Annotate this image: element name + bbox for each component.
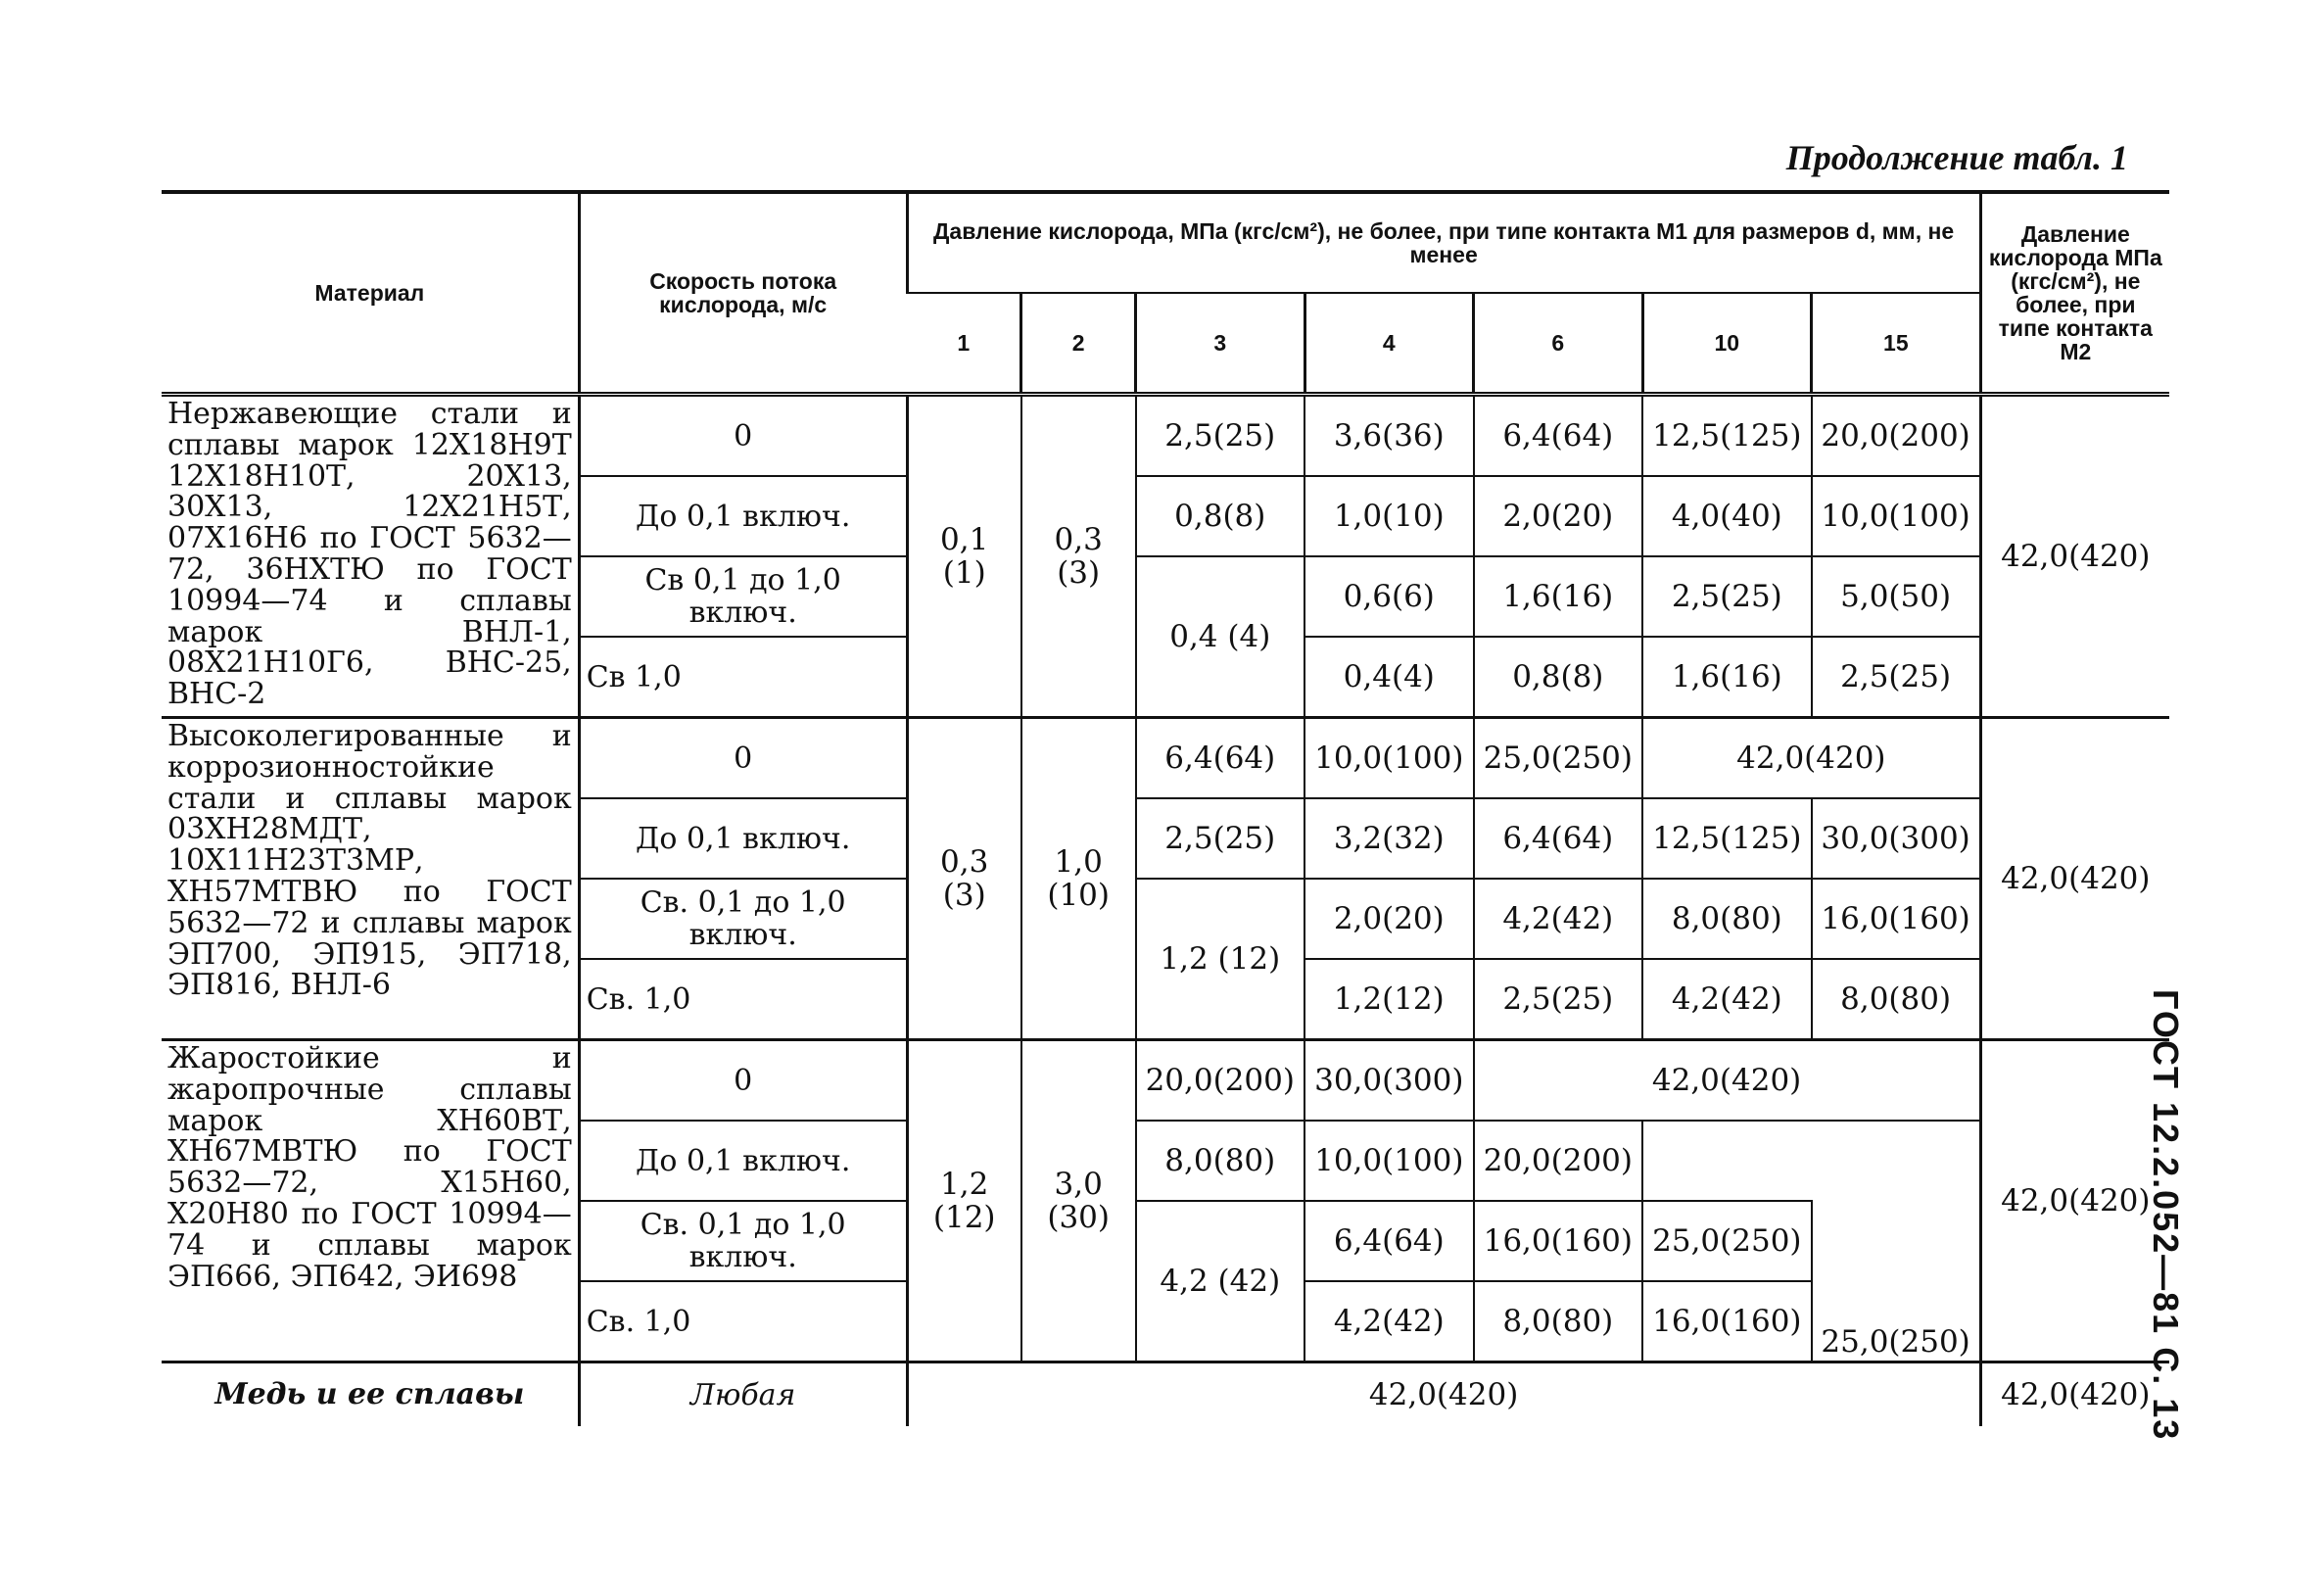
table-row — [162, 1040, 2169, 1122]
value-cell: 3,6(36) — [1304, 395, 1474, 477]
header-size: 10 — [1642, 293, 1812, 395]
speed-cell: 0 — [579, 718, 907, 799]
value-cell: 25,0(250) — [1812, 1201, 1981, 1362]
value-cell: 30,0(300) — [1812, 798, 1981, 879]
value-cell: 10,0(100) — [1304, 1121, 1474, 1201]
value-cell — [1642, 1121, 1980, 1201]
speed-cell: Св. 1,0 — [579, 959, 907, 1040]
header-size: 2 — [1021, 293, 1136, 395]
value-cell: 2,5(25) — [1474, 959, 1643, 1040]
value-cell: 25,0(250) — [1474, 718, 1643, 799]
value-cell: 6,4(64) — [1304, 1201, 1474, 1281]
value-cell: 3,0 (30) — [1021, 1040, 1136, 1362]
speed-cell: Св. 0,1 до 1,0 включ. — [579, 1201, 907, 1281]
value-cell: 8,0(80) — [1474, 1281, 1643, 1362]
value-cell: 1,2 (12) — [1136, 879, 1305, 1040]
value-cell: 1,0(10) — [1304, 476, 1474, 556]
header-speed: Скорость потока кислорода, м/с — [579, 192, 907, 395]
value-cell: 1,6(16) — [1642, 637, 1812, 718]
m2-cell: 42,0(420) — [1980, 395, 2169, 718]
header-size: 6 — [1474, 293, 1643, 395]
m2-cell: 42,0(420) — [1980, 718, 2169, 1040]
header-size: 15 — [1812, 293, 1981, 395]
value-cell: 0,3 (3) — [1021, 395, 1136, 718]
page-side-label: ГОСТ 12.2.052—81 С. 13 — [2146, 989, 2186, 1442]
value-cell: 10,0(100) — [1304, 718, 1474, 799]
value-cell: 1,2 (12) — [907, 1040, 1021, 1362]
material-cell: Высоколегированные и коррозионностойкие стали и сплавы марок 03ХН28МДТ, 10Х11Н23Т3МР, ХН57МТВЮ по ГОСТ 5632—72 и сплавы марок ЭП700, ЭП915, ЭП718, ЭП816, ВНЛ-6 — [162, 718, 579, 1040]
value-cell: 0,4 (4) — [1136, 556, 1305, 718]
material-cell: Жаростойкие и жаропрочные сплавы марок ХН60ВТ, ХН67МВТЮ по ГОСТ 5632—72, Х15Н60, Х20Н80 по ГОСТ 10994—74 и сплавы марок ЭП666, ЭП642, ЭИ698 — [162, 1040, 579, 1362]
header-material: Материал — [314, 279, 425, 306]
value-cell: 10,0(100) — [1812, 476, 1981, 556]
data-table — [162, 190, 2169, 1426]
speed-cell: До 0,1 включ. — [579, 798, 907, 879]
value-cell: 4,2(42) — [1642, 959, 1812, 1040]
value-cell: 5,0(50) — [1812, 556, 1981, 637]
header-pressure-m2: Давление кислорода МПа (кгс/см²), не более, при типе контакта М2 — [1980, 192, 2169, 395]
value-cell: 2,5(25) — [1642, 556, 1812, 637]
value-cell: 16,0(160) — [1642, 1281, 1812, 1362]
value-cell: 12,5(125) — [1642, 395, 1812, 477]
value-cell: 1,2(12) — [1304, 959, 1474, 1040]
speed-cell: До 0,1 включ. — [579, 476, 907, 556]
value-cell: 2,5(25) — [1136, 395, 1305, 477]
speed-cell: Св. 1,0 — [579, 1281, 907, 1362]
value-cell: 20,0(200) — [1136, 1040, 1305, 1122]
table-header — [162, 192, 2169, 395]
value-cell: 16,0(160) — [1812, 879, 1981, 959]
header-size: 4 — [1304, 293, 1474, 395]
value-cell: 8,0(80) — [1812, 959, 1981, 1040]
header-pressure-m1: Давление кислорода, МПа (кгс/см²), не более, при типе контакта М1 для размеров d, мм, не менее — [907, 192, 1980, 293]
value-cell: 4,2 (42) — [1136, 1201, 1305, 1362]
value-cell: 0,1 (1) — [907, 395, 1021, 718]
value-cell: 0,8(8) — [1474, 637, 1643, 718]
value-cell: 2,0(20) — [1304, 879, 1474, 959]
value-cell: 2,0(20) — [1474, 476, 1643, 556]
table-row — [162, 1362, 2169, 1427]
speed-cell: До 0,1 включ. — [579, 1121, 907, 1201]
value-cell: 20,0(200) — [1474, 1121, 1643, 1201]
speed-cell: 0 — [579, 1040, 907, 1122]
speed-cell: Любая — [579, 1362, 907, 1427]
header-size: 1 — [907, 293, 1021, 395]
m2-cell: 42,0(420) — [1980, 1040, 2169, 1362]
value-cell: 4,2(42) — [1304, 1281, 1474, 1362]
value-cell: 4,2(42) — [1474, 879, 1643, 959]
table-caption: Продолжение табл. 1 — [1785, 138, 2128, 177]
speed-cell: 0 — [579, 395, 907, 477]
m2-cell: 42,0(420) — [1980, 1362, 2169, 1427]
value-cell: 42,0(420) — [907, 1362, 1980, 1427]
value-cell: 25,0(250) — [1642, 1201, 1812, 1281]
value-cell: 42,0(420) — [1642, 718, 1980, 799]
value-cell: 20,0(200) — [1812, 395, 1981, 477]
value-cell: 6,4(64) — [1136, 718, 1305, 799]
material-cell: Нержавеющие стали и сплавы марок 12Х18Н9Т 12Х18Н10Т, 20Х13, 30Х13, 12Х21Н5Т, 07Х16Н6 по ГОСТ 5632—72, 36НХТЮ по ГОСТ 10994—74 и сплавы марок ВНЛ-1, 08Х21Н10Г6, ВНС-25, ВНС-2 — [162, 395, 579, 718]
value-cell: 6,4(64) — [1474, 798, 1643, 879]
value-cell: 8,0(80) — [1642, 879, 1812, 959]
material-cell: Медь и ее сплавы — [162, 1362, 579, 1427]
value-cell: 6,4(64) — [1474, 395, 1643, 477]
value-cell: 0,4(4) — [1304, 637, 1474, 718]
value-cell: 0,3 (3) — [907, 718, 1021, 1040]
speed-cell: Св 1,0 — [579, 637, 907, 718]
value-cell: 42,0(420) — [1474, 1040, 1981, 1122]
value-cell: 1,0 (10) — [1021, 718, 1136, 1040]
table-row — [162, 395, 2169, 477]
value-cell: 0,6(6) — [1304, 556, 1474, 637]
speed-cell: Св. 0,1 до 1,0 включ. — [579, 879, 907, 959]
value-cell: 2,5(25) — [1136, 798, 1305, 879]
header-size: 3 — [1136, 293, 1305, 395]
value-cell: 4,0(40) — [1642, 476, 1812, 556]
value-cell: 1,6(16) — [1474, 556, 1643, 637]
table-row — [162, 718, 2169, 799]
value-cell: 8,0(80) — [1136, 1121, 1305, 1201]
value-cell: 16,0(160) — [1474, 1201, 1643, 1281]
value-cell: 30,0(300) — [1304, 1040, 1474, 1122]
speed-cell: Св 0,1 до 1,0 включ. — [579, 556, 907, 637]
value-cell: 12,5(125) — [1642, 798, 1812, 879]
value-cell: 0,8(8) — [1136, 476, 1305, 556]
value-cell: 2,5(25) — [1812, 637, 1981, 718]
value-cell: 3,2(32) — [1304, 798, 1474, 879]
